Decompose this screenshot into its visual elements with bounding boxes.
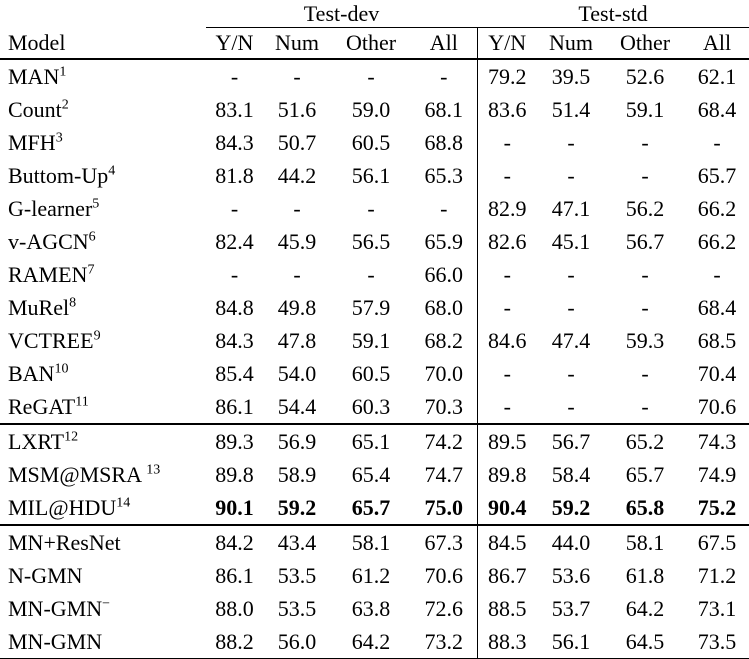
value-cell: 89.3 [215,428,254,454]
model-cell [0,491,206,525]
group-header-row [0,0,749,28]
model-superscript: 12 [64,429,79,445]
value-cell: 56.1 [551,628,591,654]
column-header-std-other: Other [605,28,685,60]
value-cell: 89.5 [477,424,537,458]
model-name: N-GMN [8,562,83,588]
value-cell: - [440,195,448,221]
value-cell: 73.2 [424,628,463,654]
table-row [0,324,749,357]
value-cell: 63.8 [351,595,391,621]
value-cell: - [367,195,375,221]
column-header-row [0,28,749,60]
model-name: G-learner [8,195,93,221]
model-superscript: 14 [116,495,131,511]
model-superscript: 13 [146,462,161,478]
value-cell: - [440,63,448,89]
value-cell: - [293,195,301,221]
value-cell: 86.1 [215,393,254,419]
value-cell: 84.3 [215,327,254,353]
table-row [0,458,749,491]
value-cell: 56.1 [351,162,391,188]
value-cell: 58.4 [551,461,591,487]
model-superscript: 11 [75,394,89,410]
value-cell: 66.2 [697,195,737,221]
value-cell: - [641,360,649,386]
table-row [0,525,749,559]
value-cell: 82.4 [215,228,254,254]
corner-cell [0,0,206,28]
table-row [0,159,749,192]
value-cell: 47.4 [551,327,591,353]
model-superscript: − [102,596,111,612]
value-cell: 84.6 [477,324,537,357]
model-name: RAMEN [8,261,88,287]
model-name: MFH [8,129,56,155]
value-cell: 74.7 [424,461,463,487]
value-cell: - [567,360,575,386]
value-cell: 79.2 [477,59,537,93]
value-cell: 62.1 [697,63,737,89]
table-row [0,258,749,291]
value-cell: 64.2 [625,595,665,621]
value-cell: 73.1 [697,595,737,621]
value-cell: 73.5 [697,628,737,654]
value-cell: 86.1 [215,562,254,588]
section-sota [0,424,749,525]
value-cell: 59.1 [351,327,391,353]
value-cell: - [293,63,301,89]
value-cell: - [641,162,649,188]
model-cell [0,258,206,291]
value-cell: 66.0 [424,261,463,287]
value-cell: 58.9 [277,461,317,487]
value-cell: 54.0 [277,360,317,386]
model-name: Buttom-Up [8,162,109,188]
value-cell: 83.1 [215,96,254,122]
value-cell: 82.9 [477,192,537,225]
value-cell: 65.8 [625,494,665,520]
value-cell: 67.5 [697,529,737,555]
value-cell: - [367,261,375,287]
value-cell: 68.2 [424,327,463,353]
value-cell: 56.7 [551,428,591,454]
value-cell: 59.0 [351,96,391,122]
group-header-test-dev: Test-dev [206,0,477,28]
table-row [0,625,749,659]
column-header-std-num: Num [537,28,605,60]
value-cell: 64.5 [625,628,665,654]
model-cell [0,458,206,491]
model-name: MSM@MSRA [8,461,147,487]
value-cell: 68.4 [697,294,737,320]
value-cell: 65.2 [625,428,665,454]
model-cell [0,424,206,458]
value-cell: 65.3 [424,162,463,188]
value-cell: 84.3 [215,129,254,155]
table-row [0,126,749,159]
value-cell: 61.2 [351,562,391,588]
value-cell: 68.0 [424,294,463,320]
value-cell: 53.5 [277,595,317,621]
value-cell: 72.6 [424,595,463,621]
value-cell: 68.1 [424,96,463,122]
value-cell: 53.6 [551,562,591,588]
value-cell: 65.7 [697,162,737,188]
table-row [0,390,749,424]
value-cell: - [477,390,537,424]
value-cell: 74.3 [697,428,737,454]
value-cell: - [713,129,721,155]
model-name: BAN [8,360,55,386]
value-cell: 56.2 [625,195,665,221]
value-cell: 65.9 [424,228,463,254]
value-cell: 70.3 [424,393,463,419]
value-cell: 58.1 [351,529,391,555]
model-cell [0,357,206,390]
value-cell: 43.4 [277,529,317,555]
value-cell: 59.2 [551,494,591,520]
model-name: MN+ResNet [8,529,121,555]
value-cell: - [477,357,537,390]
value-cell: 84.2 [215,529,254,555]
value-cell: 60.5 [351,129,391,155]
table-row [0,424,749,458]
value-cell: - [230,195,239,221]
model-name: MAN [8,63,60,89]
value-cell: 70.6 [424,562,463,588]
model-cell [0,225,206,258]
value-cell: 88.2 [215,628,254,654]
value-cell: 45.9 [277,228,317,254]
model-cell [0,93,206,126]
value-cell: - [367,63,375,89]
value-cell: 88.5 [477,592,537,625]
value-cell: 84.5 [477,525,537,559]
model-superscript: 3 [55,130,63,146]
value-cell: 66.2 [697,228,737,254]
value-cell: 74.2 [424,428,463,454]
model-superscript: 7 [87,262,95,278]
model-cell [0,525,206,559]
value-cell: 90.4 [477,491,537,525]
value-cell: 89.8 [477,458,537,491]
value-cell: 70.0 [424,360,463,386]
value-cell: - [567,393,575,419]
value-cell: - [641,393,649,419]
model-name: LXRT [8,428,65,454]
value-cell: - [567,162,575,188]
model-superscript: 5 [92,196,100,212]
value-cell: 88.0 [215,595,254,621]
value-cell: - [477,126,537,159]
model-superscript: 8 [69,295,77,311]
column-header-model: Model [0,28,206,60]
value-cell: 65.1 [351,428,391,454]
table-row [0,291,749,324]
value-cell: 89.8 [215,461,254,487]
value-cell: 59.3 [625,327,665,353]
model-name: v-AGCN [8,228,89,254]
value-cell: 83.6 [477,93,537,126]
value-cell: 74.9 [697,461,737,487]
model-superscript: 6 [88,229,96,245]
value-cell: - [641,261,649,287]
value-cell: 49.8 [277,294,317,320]
model-cell [0,126,206,159]
value-cell: 58.1 [625,529,665,555]
value-cell: - [567,261,575,287]
value-cell: 70.4 [697,360,737,386]
value-cell: 75.2 [697,494,737,520]
value-cell: 71.2 [697,562,737,588]
model-name: MIL@HDU [8,494,117,520]
value-cell: 59.1 [625,96,665,122]
value-cell: 47.8 [277,327,317,353]
column-header-dev-other: Other [331,28,411,60]
value-cell: 65.4 [351,461,391,487]
model-cell [0,159,206,192]
value-cell: 57.9 [351,294,391,320]
model-superscript: 1 [59,64,67,80]
model-superscript: 2 [61,97,69,113]
model-superscript: 4 [108,163,116,179]
value-cell: 60.5 [351,360,391,386]
value-cell: 90.1 [215,494,254,520]
value-cell: - [477,258,537,291]
value-cell: 88.3 [477,625,537,659]
value-cell: 84.8 [215,294,254,320]
value-cell: 52.6 [625,63,665,89]
column-header-std-yn: Y/N [477,28,537,60]
model-superscript: 9 [93,328,101,344]
value-cell: 68.5 [697,327,737,353]
model-name: Count [8,96,62,122]
value-cell: - [230,63,239,89]
value-cell: 68.4 [697,96,737,122]
section-ours [0,525,749,659]
value-cell: 67.3 [424,529,463,555]
table-row [0,357,749,390]
value-cell: 51.6 [277,96,317,122]
value-cell: 56.0 [277,628,317,654]
value-cell: 85.4 [215,360,254,386]
model-cell [0,390,206,424]
group-header-test-std: Test-std [477,0,749,28]
value-cell: 51.4 [551,96,591,122]
value-cell: - [641,129,649,155]
value-cell: - [477,159,537,192]
value-cell: 54.4 [277,393,317,419]
value-cell: 56.7 [625,228,665,254]
value-cell: 56.9 [277,428,317,454]
value-cell: 86.7 [477,559,537,592]
model-cell [0,625,206,659]
table-header [0,0,749,59]
value-cell: 45.1 [551,228,591,254]
table-row [0,225,749,258]
value-cell: 44.2 [277,162,317,188]
value-cell: - [230,261,239,287]
value-cell: 39.5 [551,63,591,89]
table-row [0,592,749,625]
value-cell: 82.6 [477,225,537,258]
column-header-std-all: All [685,28,749,60]
value-cell: 47.1 [551,195,591,221]
value-cell: 50.7 [277,129,317,155]
value-cell: 65.7 [351,494,391,520]
value-cell: 68.8 [424,129,463,155]
value-cell: - [567,129,575,155]
section-baselines [0,59,749,424]
value-cell: 53.5 [277,562,317,588]
value-cell: - [477,291,537,324]
value-cell: - [641,294,649,320]
column-header-dev-yn: Y/N [206,28,263,60]
value-cell: 65.7 [625,461,665,487]
value-cell: 75.0 [424,494,463,520]
model-name: ReGAT [8,393,76,419]
model-cell [0,592,206,625]
value-cell: - [567,294,575,320]
model-cell [0,192,206,225]
column-header-dev-num: Num [263,28,331,60]
model-superscript: 10 [54,361,69,377]
table-row [0,59,749,93]
table-row-best [0,491,749,525]
model-name: MN-GMN [8,595,103,621]
value-cell: 70.6 [697,393,737,419]
value-cell: 53.7 [551,595,591,621]
model-name: MN-GMN [8,628,103,654]
model-name: MuRel [8,294,70,320]
model-cell [0,559,206,592]
value-cell: 81.8 [215,162,254,188]
table-row [0,559,749,592]
value-cell: 44.0 [551,529,591,555]
value-cell: - [293,261,301,287]
value-cell: - [713,261,721,287]
value-cell: 61.8 [625,562,665,588]
model-cell [0,291,206,324]
table-row [0,192,749,225]
table-row [0,93,749,126]
value-cell: 59.2 [277,494,317,520]
value-cell: 64.2 [351,628,391,654]
model-name: VCTREE [8,327,94,353]
model-cell [0,324,206,357]
model-cell [0,59,206,93]
column-header-dev-all: All [411,28,477,60]
value-cell: 56.5 [351,228,391,254]
value-cell: 60.3 [351,393,391,419]
